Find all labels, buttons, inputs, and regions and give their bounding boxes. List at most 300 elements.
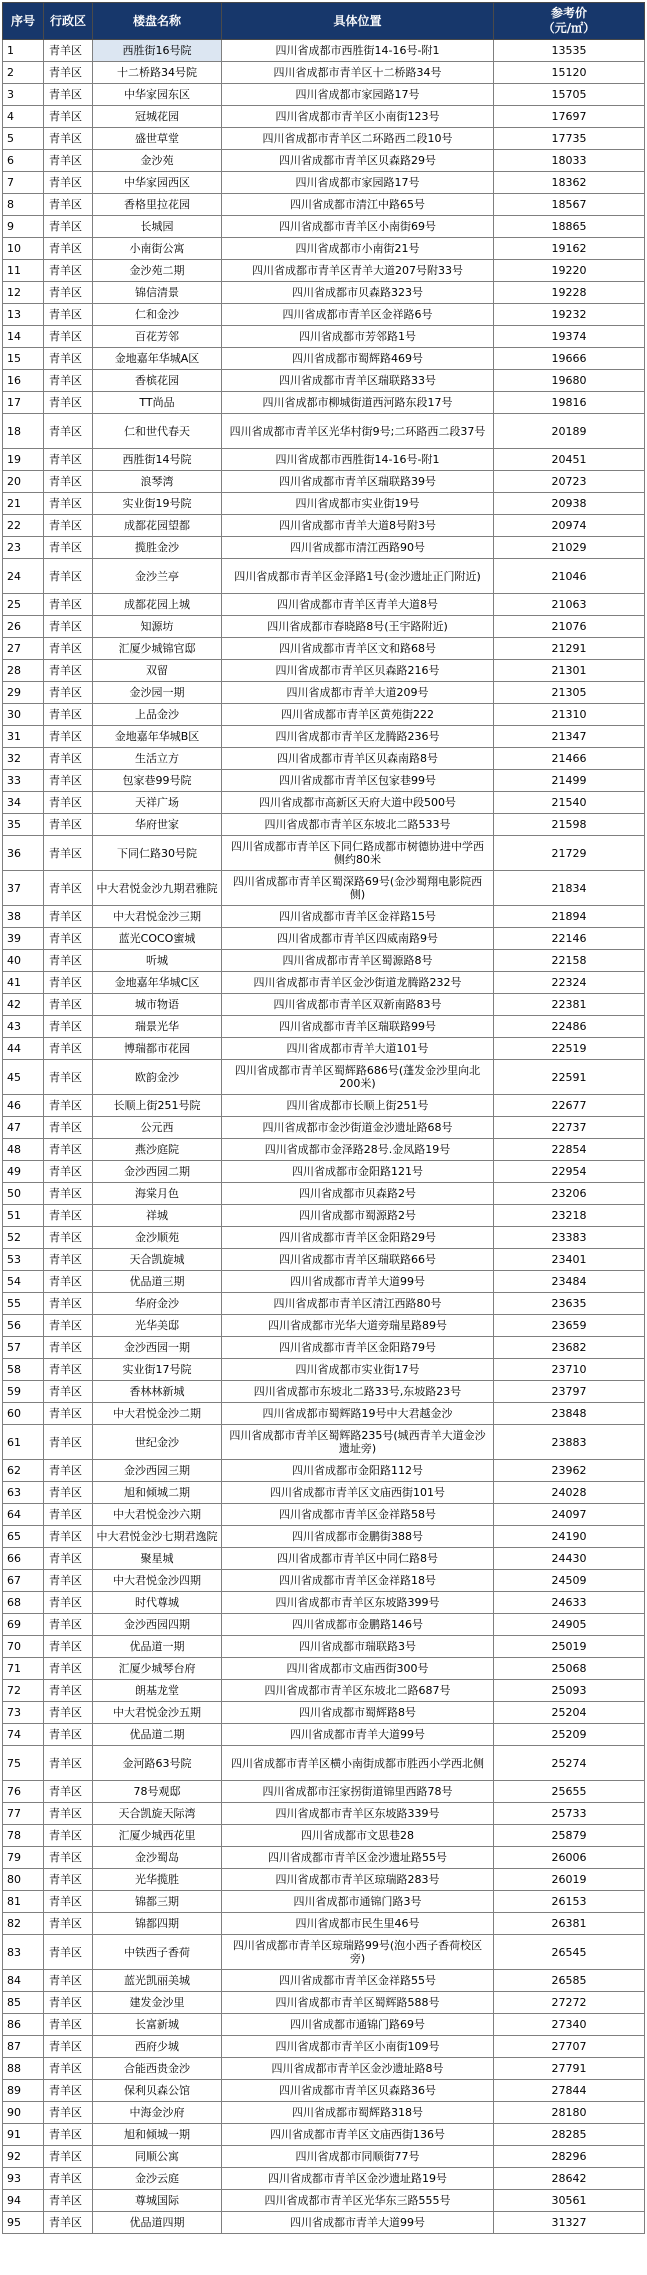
cell-address: 四川省成都市青羊区青羊大道8号	[222, 594, 494, 616]
cell-address: 四川省成都市实业街17号	[222, 1359, 494, 1381]
cell-no: 79	[3, 1847, 44, 1869]
table-row	[3, 260, 645, 282]
table-row	[3, 1460, 645, 1482]
cell-name: 锦都四期	[93, 1913, 222, 1935]
cell-no: 48	[3, 1139, 44, 1161]
table-row	[3, 1913, 645, 1935]
table-row	[3, 238, 645, 260]
cell-district: 青羊区	[44, 1724, 93, 1746]
table-row	[3, 1803, 645, 1825]
table-row	[3, 84, 645, 106]
table-row	[3, 950, 645, 972]
table-row	[3, 2146, 645, 2168]
cell-name: 世纪金沙	[93, 1425, 222, 1460]
cell-address: 四川省成都市清江中路65号	[222, 194, 494, 216]
cell-no: 52	[3, 1227, 44, 1249]
cell-no: 33	[3, 770, 44, 792]
cell-address: 四川省成都市青羊区东坡北二路533号	[222, 814, 494, 836]
cell-no: 53	[3, 1249, 44, 1271]
cell-district: 青羊区	[44, 994, 93, 1016]
cell-price: 23797	[494, 1381, 645, 1403]
cell-name: 长富新城	[93, 2014, 222, 2036]
cell-address: 四川省成都市青羊区金阳路29号	[222, 1227, 494, 1249]
cell-price: 21499	[494, 770, 645, 792]
cell-no: 43	[3, 1016, 44, 1038]
cell-district: 青羊区	[44, 537, 93, 559]
table-row	[3, 748, 645, 770]
cell-address: 四川省成都市文思巷28	[222, 1825, 494, 1847]
cell-district: 青羊区	[44, 2146, 93, 2168]
table-row	[3, 1746, 645, 1781]
cell-no: 15	[3, 348, 44, 370]
cell-district: 青羊区	[44, 1293, 93, 1315]
cell-name: 优品道一期	[93, 1636, 222, 1658]
table-row	[3, 282, 645, 304]
cell-district: 青羊区	[44, 260, 93, 282]
cell-price: 21598	[494, 814, 645, 836]
cell-district: 青羊区	[44, 1038, 93, 1060]
cell-name: 金沙蜀岛	[93, 1847, 222, 1869]
cell-name: 合能西贵金沙	[93, 2058, 222, 2080]
cell-name: 金地嘉年华城C区	[93, 972, 222, 994]
cell-district: 青羊区	[44, 414, 93, 449]
cell-address: 四川省成都市瑞联路3号	[222, 1636, 494, 1658]
cell-price: 23962	[494, 1460, 645, 1482]
cell-no: 46	[3, 1095, 44, 1117]
cell-name: 聚星城	[93, 1548, 222, 1570]
cell-no: 8	[3, 194, 44, 216]
cell-name: 锦都三期	[93, 1891, 222, 1913]
cell-name: 长顺上街251号院	[93, 1095, 222, 1117]
cell-address: 四川省成都市青羊大道99号	[222, 1724, 494, 1746]
cell-address: 四川省成都市高新区天府大道中段500号	[222, 792, 494, 814]
cell-price: 19220	[494, 260, 645, 282]
cell-price: 26019	[494, 1869, 645, 1891]
cell-district: 青羊区	[44, 682, 93, 704]
cell-name: 同顺公寓	[93, 2146, 222, 2168]
table-row	[3, 1117, 645, 1139]
cell-price: 26153	[494, 1891, 645, 1913]
cell-name: 西府少城	[93, 2036, 222, 2058]
header-no: 序号	[3, 3, 44, 40]
cell-name: 西胜街16号院	[93, 40, 222, 62]
cell-address: 四川省成都市文庙西街300号	[222, 1658, 494, 1680]
cell-address: 四川省成都市西胜街14-16号-附1	[222, 40, 494, 62]
table-row	[3, 493, 645, 515]
table-row	[3, 1592, 645, 1614]
cell-price: 17697	[494, 106, 645, 128]
table-row	[3, 1636, 645, 1658]
cell-no: 10	[3, 238, 44, 260]
cell-address: 四川省成都市金沙街道金沙遗址路68号	[222, 1117, 494, 1139]
cell-no: 28	[3, 660, 44, 682]
table-row	[3, 1271, 645, 1293]
cell-price: 22324	[494, 972, 645, 994]
cell-district: 青羊区	[44, 1636, 93, 1658]
cell-no: 71	[3, 1658, 44, 1680]
cell-no: 3	[3, 84, 44, 106]
cell-district: 青羊区	[44, 515, 93, 537]
table-row	[3, 1548, 645, 1570]
cell-district: 青羊区	[44, 62, 93, 84]
cell-no: 38	[3, 906, 44, 928]
cell-address: 四川省成都市青羊区瑞联路39号	[222, 471, 494, 493]
cell-price: 27272	[494, 1992, 645, 2014]
cell-district: 青羊区	[44, 84, 93, 106]
cell-name: 优品道二期	[93, 1724, 222, 1746]
cell-name: 中铁西子香荷	[93, 1935, 222, 1970]
cell-district: 青羊区	[44, 638, 93, 660]
table-row	[3, 1482, 645, 1504]
cell-district: 青羊区	[44, 704, 93, 726]
cell-price: 28180	[494, 2102, 645, 2124]
cell-price: 22158	[494, 950, 645, 972]
cell-price: 17735	[494, 128, 645, 150]
table-row	[3, 1724, 645, 1746]
table-row	[3, 194, 645, 216]
cell-price: 20974	[494, 515, 645, 537]
cell-district: 青羊区	[44, 1095, 93, 1117]
cell-district: 青羊区	[44, 2014, 93, 2036]
cell-address: 四川省成都市青羊区下同仁路成都市树德协进中学西侧约80米	[222, 836, 494, 871]
cell-price: 23883	[494, 1425, 645, 1460]
cell-no: 59	[3, 1381, 44, 1403]
cell-name: 金沙西园一期	[93, 1337, 222, 1359]
cell-name: 蓝光凯丽美城	[93, 1970, 222, 1992]
cell-district: 青羊区	[44, 1825, 93, 1847]
cell-no: 51	[3, 1205, 44, 1227]
table-row	[3, 1781, 645, 1803]
table-row	[3, 414, 645, 449]
cell-no: 29	[3, 682, 44, 704]
cell-district: 青羊区	[44, 559, 93, 594]
cell-district: 青羊区	[44, 2190, 93, 2212]
cell-name: TT尚品	[93, 392, 222, 414]
cell-no: 40	[3, 950, 44, 972]
cell-address: 四川省成都市青羊大道99号	[222, 1271, 494, 1293]
cell-no: 27	[3, 638, 44, 660]
cell-name: 中海金沙府	[93, 2102, 222, 2124]
cell-name: 燕沙庭院	[93, 1139, 222, 1161]
cell-price: 27340	[494, 2014, 645, 2036]
cell-name: 小南街公寓	[93, 238, 222, 260]
cell-price: 23484	[494, 1271, 645, 1293]
cell-price: 27707	[494, 2036, 645, 2058]
cell-name: 盛世草堂	[93, 128, 222, 150]
cell-district: 青羊区	[44, 594, 93, 616]
cell-no: 42	[3, 994, 44, 1016]
table-row	[3, 1205, 645, 1227]
cell-name: 西胜街14号院	[93, 449, 222, 471]
cell-name: 中大君悦金沙四期	[93, 1570, 222, 1592]
table-row	[3, 326, 645, 348]
table-row	[3, 106, 645, 128]
cell-no: 37	[3, 871, 44, 906]
header-price-unit: （元/㎡）	[542, 21, 596, 35]
table-row	[3, 1139, 645, 1161]
table-row	[3, 537, 645, 559]
cell-name: 汇厦少城琴台府	[93, 1658, 222, 1680]
cell-name: 天祥广场	[93, 792, 222, 814]
cell-name: 生活立方	[93, 748, 222, 770]
cell-no: 24	[3, 559, 44, 594]
table-row	[3, 836, 645, 871]
cell-address: 四川省成都市小南街21号	[222, 238, 494, 260]
cell-no: 82	[3, 1913, 44, 1935]
cell-address: 四川省成都市芳邻路1号	[222, 326, 494, 348]
cell-name: 仁和世代春天	[93, 414, 222, 449]
cell-no: 25	[3, 594, 44, 616]
cell-price: 19228	[494, 282, 645, 304]
cell-price: 25204	[494, 1702, 645, 1724]
cell-no: 49	[3, 1161, 44, 1183]
cell-name: 双留	[93, 660, 222, 682]
table-row	[3, 62, 645, 84]
cell-district: 青羊区	[44, 836, 93, 871]
cell-district: 青羊区	[44, 326, 93, 348]
cell-price: 23383	[494, 1227, 645, 1249]
cell-no: 9	[3, 216, 44, 238]
cell-no: 95	[3, 2212, 44, 2234]
cell-address: 四川省成都市柳城街道西河路东段17号	[222, 392, 494, 414]
cell-address: 四川省成都市青羊区二环路西二段10号	[222, 128, 494, 150]
cell-no: 26	[3, 616, 44, 638]
cell-address: 四川省成都市青羊区贝森路29号	[222, 150, 494, 172]
table-row	[3, 216, 645, 238]
cell-no: 18	[3, 414, 44, 449]
cell-price: 21305	[494, 682, 645, 704]
cell-no: 11	[3, 260, 44, 282]
cell-price: 26006	[494, 1847, 645, 1869]
cell-district: 青羊区	[44, 40, 93, 62]
cell-name: 香格里拉花园	[93, 194, 222, 216]
cell-no: 83	[3, 1935, 44, 1970]
cell-address: 四川省成都市青羊区金祥路6号	[222, 304, 494, 326]
cell-district: 青羊区	[44, 928, 93, 950]
cell-address: 四川省成都市青羊大道101号	[222, 1038, 494, 1060]
table-row	[3, 150, 645, 172]
cell-price: 25019	[494, 1636, 645, 1658]
cell-price: 20451	[494, 449, 645, 471]
table-row	[3, 2212, 645, 2234]
cell-no: 78	[3, 1825, 44, 1847]
cell-name: 百花芳邻	[93, 326, 222, 348]
cell-name: 上品金沙	[93, 704, 222, 726]
cell-district: 青羊区	[44, 1482, 93, 1504]
cell-address: 四川省成都市光华大道旁瑞星路89号	[222, 1315, 494, 1337]
cell-no: 30	[3, 704, 44, 726]
cell-address: 四川省成都市青羊大道209号	[222, 682, 494, 704]
cell-price: 19680	[494, 370, 645, 392]
cell-address: 四川省成都市青羊大道8号附3号	[222, 515, 494, 537]
cell-name: 金沙苑二期	[93, 260, 222, 282]
cell-district: 青羊区	[44, 1504, 93, 1526]
cell-no: 74	[3, 1724, 44, 1746]
cell-district: 青羊区	[44, 1614, 93, 1636]
cell-no: 92	[3, 2146, 44, 2168]
cell-address: 四川省成都市青羊区东坡北二路687号	[222, 1680, 494, 1702]
cell-district: 青羊区	[44, 1060, 93, 1095]
cell-address: 四川省成都市通锦门路69号	[222, 2014, 494, 2036]
cell-district: 青羊区	[44, 871, 93, 906]
cell-district: 青羊区	[44, 2058, 93, 2080]
cell-address: 四川省成都市青羊区琼瑞路99号(泡小西子香荷校区旁)	[222, 1935, 494, 1970]
cell-name: 中大君悦金沙七期君逸院	[93, 1526, 222, 1548]
cell-name: 祥城	[93, 1205, 222, 1227]
table-row	[3, 128, 645, 150]
cell-name: 金沙苑	[93, 150, 222, 172]
cell-district: 青羊区	[44, 726, 93, 748]
cell-address: 四川省成都市青羊区贝森南路8号	[222, 748, 494, 770]
cell-price: 28285	[494, 2124, 645, 2146]
cell-address: 四川省成都市青羊区蜀源路8号	[222, 950, 494, 972]
cell-district: 青羊区	[44, 2168, 93, 2190]
cell-name: 听城	[93, 950, 222, 972]
cell-no: 86	[3, 2014, 44, 2036]
table-row	[3, 660, 645, 682]
cell-price: 27844	[494, 2080, 645, 2102]
cell-district: 青羊区	[44, 238, 93, 260]
cell-price: 24430	[494, 1548, 645, 1570]
cell-no: 34	[3, 792, 44, 814]
cell-address: 四川省成都市青羊区贝森路216号	[222, 660, 494, 682]
cell-district: 青羊区	[44, 348, 93, 370]
cell-no: 55	[3, 1293, 44, 1315]
cell-address: 四川省成都市青羊区金祥路18号	[222, 1570, 494, 1592]
cell-price: 23848	[494, 1403, 645, 1425]
cell-price: 23401	[494, 1249, 645, 1271]
table-row	[3, 2124, 645, 2146]
cell-no: 91	[3, 2124, 44, 2146]
cell-no: 57	[3, 1337, 44, 1359]
cell-address: 四川省成都市青羊大道99号	[222, 2212, 494, 2234]
table-row	[3, 449, 645, 471]
cell-price: 24905	[494, 1614, 645, 1636]
cell-name: 金沙西园四期	[93, 1614, 222, 1636]
cell-address: 四川省成都市青羊区蜀辉路235号(城西青羊大道金沙遗址旁)	[222, 1425, 494, 1460]
table-row	[3, 2014, 645, 2036]
cell-price: 21834	[494, 871, 645, 906]
cell-no: 4	[3, 106, 44, 128]
cell-price: 22854	[494, 1139, 645, 1161]
cell-price: 28296	[494, 2146, 645, 2168]
cell-no: 54	[3, 1271, 44, 1293]
cell-price: 21301	[494, 660, 645, 682]
cell-price: 21347	[494, 726, 645, 748]
cell-address: 四川省成都市青羊区小南街123号	[222, 106, 494, 128]
cell-address: 四川省成都市同顺街77号	[222, 2146, 494, 2168]
table-row	[3, 1658, 645, 1680]
cell-name: 实业街19号院	[93, 493, 222, 515]
cell-district: 青羊区	[44, 770, 93, 792]
cell-address: 四川省成都市青羊区蜀深路69号(金沙蜀翔电影院西侧)	[222, 871, 494, 906]
cell-district: 青羊区	[44, 1460, 93, 1482]
cell-name: 华府金沙	[93, 1293, 222, 1315]
cell-price: 21466	[494, 748, 645, 770]
cell-name: 城市物语	[93, 994, 222, 1016]
cell-district: 青羊区	[44, 1337, 93, 1359]
cell-address: 四川省成都市青羊区金祥路55号	[222, 1970, 494, 1992]
cell-name: 金沙兰亭	[93, 559, 222, 594]
cell-name: 中大君悦金沙三期	[93, 906, 222, 928]
cell-district: 青羊区	[44, 1570, 93, 1592]
cell-address: 四川省成都市西胜街14-16号-附1	[222, 449, 494, 471]
cell-price: 19232	[494, 304, 645, 326]
cell-district: 青羊区	[44, 1227, 93, 1249]
cell-price: 15705	[494, 84, 645, 106]
cell-district: 青羊区	[44, 150, 93, 172]
cell-no: 21	[3, 493, 44, 515]
cell-name: 中华家园东区	[93, 84, 222, 106]
cell-no: 36	[3, 836, 44, 871]
table-row	[3, 994, 645, 1016]
cell-address: 四川省成都市清江西路90号	[222, 537, 494, 559]
cell-name: 金地嘉年华城A区	[93, 348, 222, 370]
table-row	[3, 1315, 645, 1337]
cell-price: 27791	[494, 2058, 645, 2080]
cell-no: 14	[3, 326, 44, 348]
cell-no: 19	[3, 449, 44, 471]
table-row	[3, 348, 645, 370]
cell-price: 22591	[494, 1060, 645, 1095]
table-row	[3, 1095, 645, 1117]
cell-district: 青羊区	[44, 1680, 93, 1702]
cell-address: 四川省成都市青羊区清江西路80号	[222, 1293, 494, 1315]
cell-address: 四川省成都市青羊区贝森路36号	[222, 2080, 494, 2102]
cell-price: 21029	[494, 537, 645, 559]
header-address: 具体位置	[222, 3, 494, 40]
cell-name: 十二桥路34号院	[93, 62, 222, 84]
header-price-title: 参考价	[550, 6, 587, 20]
cell-price: 19374	[494, 326, 645, 348]
table-row	[3, 2190, 645, 2212]
cell-name: 欧韵金沙	[93, 1060, 222, 1095]
cell-no: 5	[3, 128, 44, 150]
cell-price: 19816	[494, 392, 645, 414]
cell-name: 香林林新城	[93, 1381, 222, 1403]
cell-name: 中大君悦金沙二期	[93, 1403, 222, 1425]
cell-district: 青羊区	[44, 1935, 93, 1970]
cell-name: 金沙西园三期	[93, 1460, 222, 1482]
table-row	[3, 1425, 645, 1460]
cell-address: 四川省成都市青羊区双新南路83号	[222, 994, 494, 1016]
cell-name: 光华美邸	[93, 1315, 222, 1337]
cell-address: 四川省成都市贝森路2号	[222, 1183, 494, 1205]
cell-price: 25655	[494, 1781, 645, 1803]
housing-price-table	[2, 2, 645, 2234]
table-header-row	[3, 3, 645, 40]
cell-address: 四川省成都市青羊区文庙西街136号	[222, 2124, 494, 2146]
cell-district: 青羊区	[44, 1205, 93, 1227]
cell-address: 四川省成都市青羊区四威南路9号	[222, 928, 494, 950]
cell-address: 四川省成都市通锦门路3号	[222, 1891, 494, 1913]
cell-name: 知源坊	[93, 616, 222, 638]
table-row	[3, 1992, 645, 2014]
cell-address: 四川省成都市民生里46号	[222, 1913, 494, 1935]
cell-no: 66	[3, 1548, 44, 1570]
cell-district: 青羊区	[44, 1139, 93, 1161]
cell-name: 锦信清景	[93, 282, 222, 304]
table-row	[3, 1614, 645, 1636]
cell-no: 81	[3, 1891, 44, 1913]
cell-price: 24028	[494, 1482, 645, 1504]
cell-district: 青羊区	[44, 304, 93, 326]
cell-district: 青羊区	[44, 1746, 93, 1781]
cell-price: 25733	[494, 1803, 645, 1825]
table-row	[3, 1016, 645, 1038]
cell-address: 四川省成都市青羊区金祥路58号	[222, 1504, 494, 1526]
cell-address: 四川省成都市青羊区金阳路79号	[222, 1337, 494, 1359]
